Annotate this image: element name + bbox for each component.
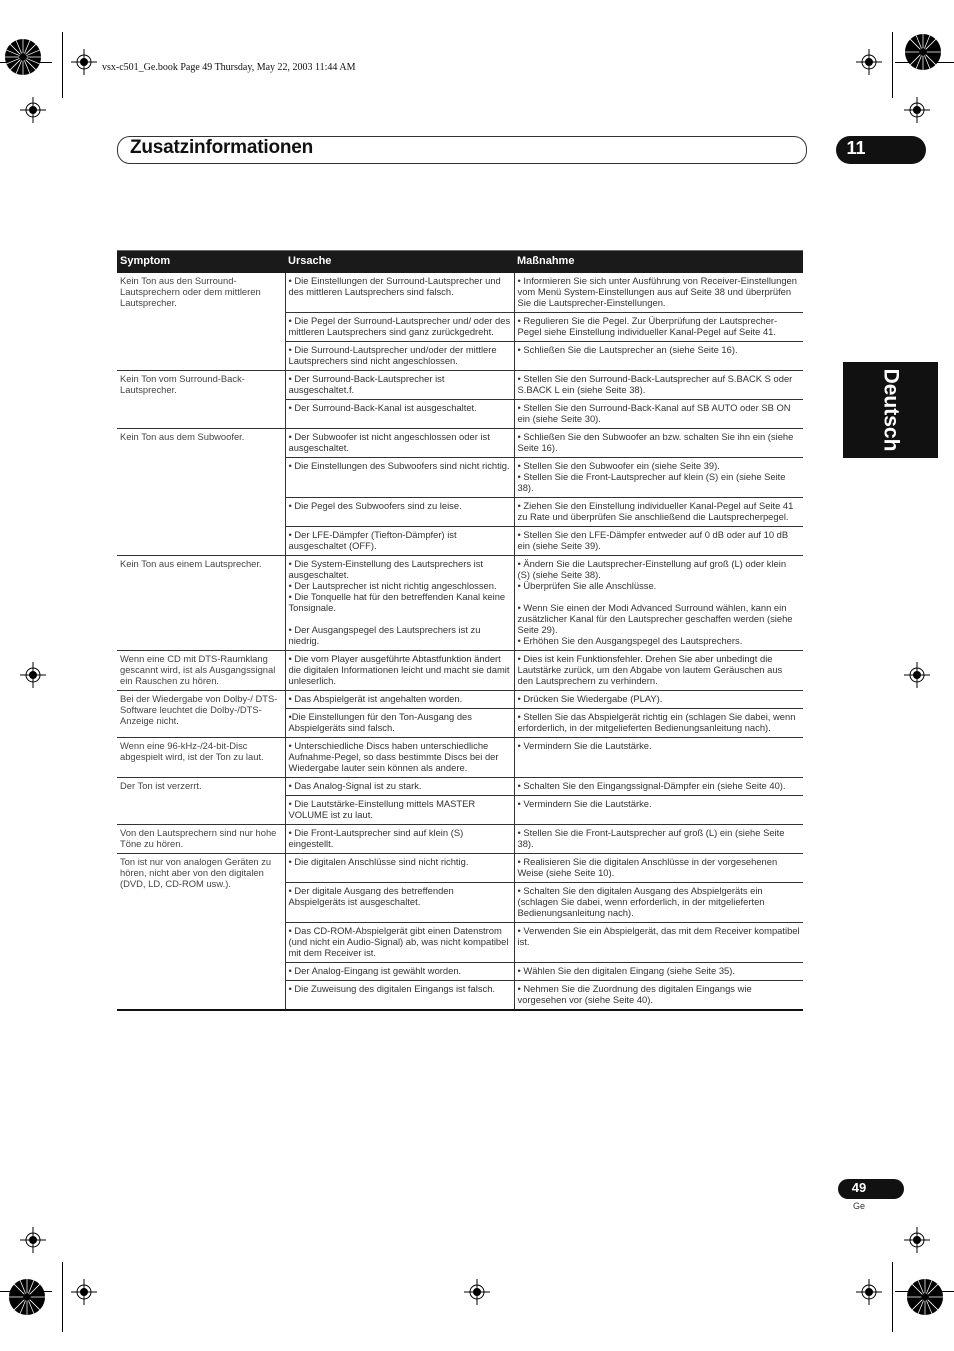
cause-cell: • Das Analog-Signal ist zu stark. (285, 778, 514, 796)
remedy-cell: • Schließen Sie die Lautsprecher an (siehe Seite 16). (514, 342, 803, 371)
print-slug: vsx-c501_Ge.book Page 49 Thursday, May 22, 2003 11:44 AM (102, 62, 356, 73)
crop-mark (892, 1262, 893, 1332)
registration-mark-icon (904, 1227, 930, 1253)
color-bar-burst-icon (8, 1278, 46, 1316)
symptom-cell: Wenn eine 96-kHz-/24-bit-Disc abgespielt wird, ist der Ton zu laut. (117, 738, 285, 778)
crop-mark (892, 32, 893, 98)
table-row (117, 825, 803, 854)
table-row (117, 429, 803, 458)
chapter-number: 11 (846, 138, 866, 158)
cause-cell: • Das CD-ROM-Abspielgerät gibt einen Datenstrom (und nicht ein Audio-Signal) ab, was nicht kompatibel mit dem Receiver ist. (285, 923, 514, 963)
table-row (117, 738, 803, 778)
registration-mark-icon (20, 97, 46, 123)
table-body (117, 273, 803, 1010)
cause-cell: • Der Surround-Back-Lautsprecher ist ausgeschaltet.f. (285, 371, 514, 400)
color-bar-burst-icon (4, 38, 42, 76)
registration-mark-icon (71, 1279, 97, 1305)
registration-mark-icon (904, 662, 930, 688)
symptom-cell: Kein Ton vom Surround-Back-Lautsprecher. (117, 371, 285, 429)
table-row (117, 691, 803, 709)
cause-cell: • Die digitalen Anschlüsse sind nicht richtig. (285, 854, 514, 883)
remedy-cell: • Stellen Sie den Subwoofer ein (siehe Seite 39). • Stellen Sie die Front-Lautsprecher auf klein (S) ein (siehe Seite 38). (514, 458, 803, 498)
table-row (117, 854, 803, 883)
remedy-cell: • Wählen Sie den digitalen Eingang (siehe Seite 35). (514, 963, 803, 981)
symptom-cell: Bei der Wiedergabe von Dolby-/ DTS-Software leuchtet die Dolby-/DTS-Anzeige nicht. (117, 691, 285, 738)
cause-cell: • Der Surround-Back-Kanal ist ausgeschaltet. (285, 400, 514, 429)
remedy-cell: • Informieren Sie sich unter Ausführung von Receiver-Einstellungen vom Menü System-Einstellungen aus auf Seite 38 und überprüfen Sie die Lautsprecher-Einstellungen. (514, 273, 803, 313)
column-header-remedy: Maßnahme (517, 255, 575, 267)
registration-mark-icon (20, 662, 46, 688)
symptom-cell: Kein Ton aus dem Subwoofer. (117, 429, 285, 556)
crop-mark (62, 32, 63, 98)
cause-cell: • Die vom Player ausgeführte Abtastfunktion ändert die digitalen Informationen leicht und macht sie damit unleserlich. (285, 651, 514, 691)
cause-cell: • Die Einstellungen des Subwoofers sind nicht richtig. (285, 458, 514, 498)
table-row (117, 778, 803, 796)
cause-cell: • Der LFE-Dämpfer (Tiefton-Dämpfer) ist ausgeschaltet (OFF). (285, 527, 514, 556)
remedy-cell: • Vermindern Sie die Lautstärke. (514, 796, 803, 825)
remedy-cell: • Schließen Sie den Subwoofer an bzw. schalten Sie ihn ein (siehe Seite 16). (514, 429, 803, 458)
symptom-cell: Wenn eine CD mit DTS-Raumklang gescannt wird, ist als Ausgangssignal ein Rauschen zu hören. (117, 651, 285, 691)
symptom-cell: Von den Lautsprechern sind nur hohe Töne zu hören. (117, 825, 285, 854)
cause-cell: • Der Subwoofer ist nicht angeschlossen oder ist ausgeschaltet. (285, 429, 514, 458)
remedy-cell: • Nehmen Sie die Zuordnung des digitalen Eingangs wie vorgesehen vor (siehe Seite 40). (514, 981, 803, 1011)
table-row (117, 556, 803, 651)
remedy-cell: • Stellen Sie das Abspielgerät richtig ein (schlagen Sie dabei, wenn erforderlich, in der mitgelieferten Bedienungsanleitung nach). (514, 709, 803, 738)
remedy-cell: • Regulieren Sie die Pegel. Zur Überprüfung der Lautsprecher-Pegel siehe Einstellung individueller Kanal-Pegel auf Seite 41. (514, 313, 803, 342)
table-row (117, 371, 803, 400)
registration-mark-icon (856, 1279, 882, 1305)
crop-mark (62, 1262, 63, 1332)
page-language-code: Ge (853, 1201, 866, 1211)
cause-cell: • Die Pegel des Subwoofers sind zu leise. (285, 498, 514, 527)
page-title: Zusatzinformationen (130, 137, 314, 158)
remedy-cell: • Schalten Sie den Eingangssignal-Dämpfer ein (siehe Seite 40). (514, 778, 803, 796)
remedy-cell: • Realisieren Sie die digitalen Anschlüsse in der vorgesehenen Weise (siehe Seite 10). (514, 854, 803, 883)
cause-cell: • Das Abspielgerät ist angehalten worden. (285, 691, 514, 709)
column-header-symptom: Symptom (120, 255, 171, 267)
cause-cell: • Die Front-Lautsprecher sind auf klein (S) eingestellt. (285, 825, 514, 854)
color-bar-burst-icon (906, 1278, 944, 1316)
cause-cell: • Die Lautstärke-Einstellung mittels MASTER VOLUME ist zu laut. (285, 796, 514, 825)
troubleshooting-table (117, 250, 803, 1011)
registration-mark-icon (464, 1279, 490, 1305)
cause-cell: • Die Zuweisung des digitalen Eingangs ist falsch. (285, 981, 514, 1011)
registration-mark-icon (904, 97, 930, 123)
color-bar-burst-icon (904, 33, 942, 71)
remedy-cell: • Verwenden Sie ein Abspielgerät, das mit dem Receiver kompatibel ist. (514, 923, 803, 963)
registration-mark-icon (20, 1227, 46, 1253)
table-row (117, 273, 803, 313)
remedy-cell: • Dies ist kein Funktionsfehler. Drehen Sie aber unbedingt die Lautstärke zurück, um den Abgabe von lautem Geräuschen aus den Lautsprechern zu verhindern. (514, 651, 803, 691)
remedy-cell: • Vermindern Sie die Lautstärke. (514, 738, 803, 778)
page-number: 49 (851, 1180, 867, 1195)
symptom-cell: Ton ist nur von analogen Geräten zu hören, nicht aber von den digitalen (DVD, LD, CD-ROM usw.). (117, 854, 285, 1011)
cause-cell: • Unterschiedliche Discs haben unterschiedliche Aufnahme-Pegel, so dass bestimmte Discs bei der Wiedergabe lauter sein können als andere. (285, 738, 514, 778)
language-tab-label: Deutsch (879, 368, 903, 452)
cause-cell: • Der digitale Ausgang des betreffenden Abspielgeräts ist ausgeschaltet. (285, 883, 514, 923)
cause-cell: • Die Surround-Lautsprecher und/oder der mittlere Lautsprechers sind nicht angeschlossen. (285, 342, 514, 371)
remedy-cell: • Stellen Sie die Front-Lautsprecher auf groß (L) ein (siehe Seite 38). (514, 825, 803, 854)
remedy-cell: • Schalten Sie den digitalen Ausgang des Abspielgeräts ein (schlagen Sie dabei, wenn erforderlich, in der mitgelieferten Bedienungsanleitung nach). (514, 883, 803, 923)
remedy-cell: • Stellen Sie den LFE-Dämpfer entweder auf 0 dB oder auf 10 dB ein (siehe Seite 39). (514, 527, 803, 556)
remedy-cell: • Drücken Sie Wiedergabe (PLAY). (514, 691, 803, 709)
cause-cell: • Die System-Einstellung des Lautsprechers ist ausgeschaltet. • Der Lautsprecher ist nicht richtig angeschlossen. • Die Tonquelle hat für den betreffenden Kanal keine Tonsignale. • Der Ausgangspegel des Lautsprechers ist zu niedrig. (285, 556, 514, 651)
remedy-cell: • Stellen Sie den Surround-Back-Lautsprecher auf S.BACK S oder S.BACK L ein (siehe Seite 38). (514, 371, 803, 400)
cause-cell: • Die Pegel der Surround-Lautsprecher und/ oder des mittleren Lautsprechers sind ganz zurückgedreht. (285, 313, 514, 342)
cause-cell: • Der Analog-Eingang ist gewählt worden. (285, 963, 514, 981)
table-header-row (117, 251, 803, 274)
column-header-cause: Ursache (288, 255, 332, 267)
cause-cell: • Die Einstellungen der Surround-Lautsprecher und des mittleren Lautsprechers sind falsch. (285, 273, 514, 313)
registration-mark-icon (856, 49, 882, 75)
symptom-cell: Kein Ton aus einem Lautsprecher. (117, 556, 285, 651)
remedy-cell: • Ändern Sie die Lautsprecher-Einstellung auf groß (L) oder klein (S) (siehe Seite 38). • Überprüfen Sie alle Anschlüsse. • Wenn Sie einen der Modi Advanced Surround wählen, kann ein zusätzlicher Kanal für den Lautsprecher geschaffen werden (siehe Seite 29). • Erhöhen Sie den Ausgangspegel des Lautsprechers. (514, 556, 803, 651)
table-row (117, 651, 803, 691)
remedy-cell: • Stellen Sie den Surround-Back-Kanal auf SB AUTO oder SB ON ein (siehe Seite 30). (514, 400, 803, 429)
language-tab-label-wrap (843, 362, 938, 458)
symptom-cell: Kein Ton aus den Surround-Lautsprechern oder dem mittleren Lautsprecher. (120, 275, 261, 308)
registration-mark-icon (71, 49, 97, 75)
symptom-cell: Der Ton ist verzerrt. (117, 778, 285, 825)
remedy-cell: • Ziehen Sie den Einstellung individueller Kanal-Pegel auf Seite 41 zu Rate und überprüfen Sie anschließend die Lautsprecherpegel. (514, 498, 803, 527)
cause-cell: •Die Einstellungen für den Ton-Ausgang des Abspielgeräts sind falsch. (285, 709, 514, 738)
